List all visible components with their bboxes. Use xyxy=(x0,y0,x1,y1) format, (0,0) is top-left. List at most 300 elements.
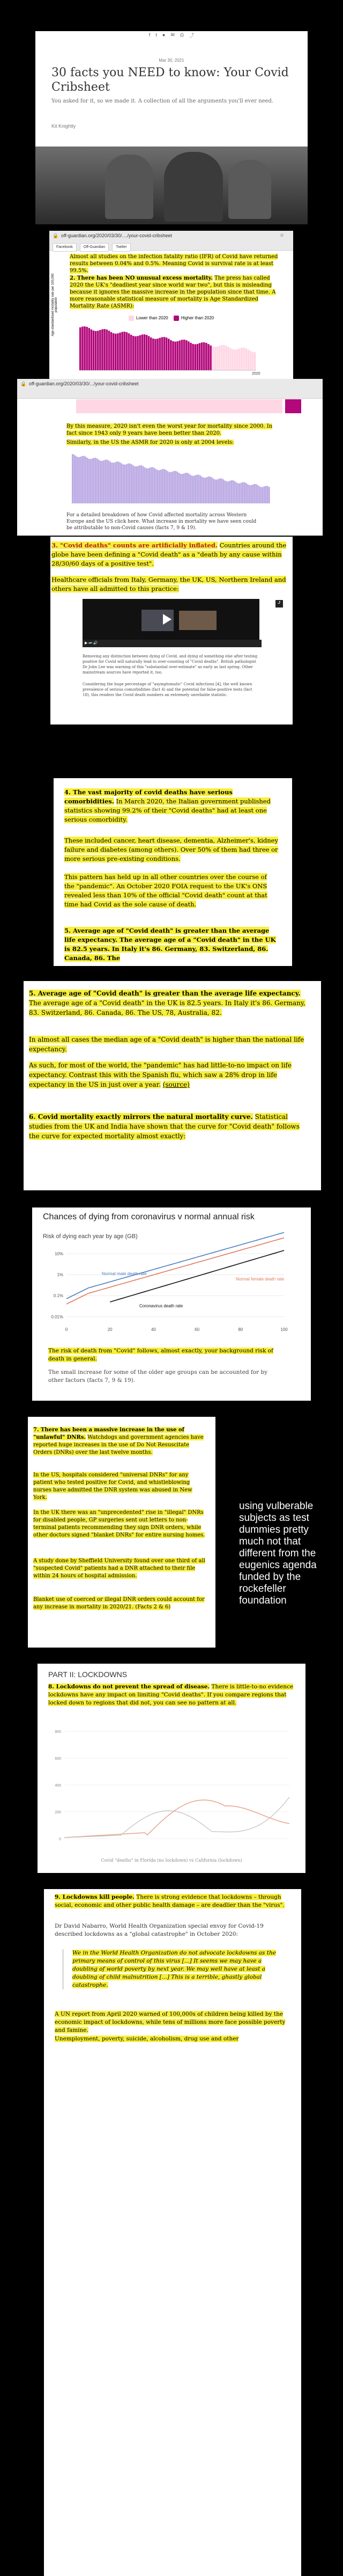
point8-block xyxy=(48,1683,295,1707)
chart1-2020-label: 2020 xyxy=(252,372,260,376)
asmr-bar xyxy=(230,348,232,370)
asmr-bar xyxy=(141,334,144,370)
point8-heading: 8. Lockdowns do not prevent the spread of disease. xyxy=(48,1684,210,1690)
y-tick-label: 800 xyxy=(55,1730,61,1734)
asmr-bar xyxy=(232,349,234,370)
point4-heading-wrap xyxy=(64,788,279,824)
part2-heading: PART II: LOCKDOWNS xyxy=(48,1670,128,1679)
us-asmr-bar xyxy=(259,486,260,503)
print-icon[interactable]: ⎙ xyxy=(180,32,184,38)
us-asmr-bar xyxy=(241,482,242,503)
us-asmr-bar xyxy=(151,467,152,503)
us-asmr-bar xyxy=(88,459,90,503)
asmr-bar xyxy=(135,336,137,370)
asmr-bar xyxy=(101,330,103,370)
asmr-bar xyxy=(177,341,179,370)
asmr-bar xyxy=(225,346,227,370)
point5-partial-wrap xyxy=(64,926,279,962)
url-bar[interactable]: off-guardian.org/2020/03/30/.../your-covid-cribsheet xyxy=(29,381,139,386)
us-asmr-bar xyxy=(147,469,149,503)
screenshot-2 xyxy=(17,379,323,536)
lock-icon: 🔒 xyxy=(20,381,27,386)
us-asmr-bar xyxy=(247,484,249,503)
x-tick-label: 0 xyxy=(65,1327,68,1332)
reddit-icon[interactable]: ● xyxy=(162,32,166,38)
asmr-bar xyxy=(139,335,141,370)
chart2-title: Chances of dying from coronavirus v normal annual risk xyxy=(43,1212,255,1221)
asmr-bar xyxy=(126,332,128,370)
point4-text3: This pattern has held up in all other countries over the course of the "pandemic". An October 2020 FOIA request to the UK's ONS revealed less than 10% of the official "Covid death" count at that time had Covid as the sole cause of death. xyxy=(64,873,267,908)
section6-text2-wrap xyxy=(48,1368,279,1385)
asmr-bar xyxy=(179,340,181,370)
author-byline: Kit Knightly xyxy=(51,123,76,129)
point9-heading: 9. Lockdowns kill people. xyxy=(55,1894,135,1900)
covid-death-rate-line xyxy=(110,1250,284,1302)
asmr-bar xyxy=(154,339,156,370)
us-asmr-bar xyxy=(103,460,105,503)
section2-text2-span: Similarly, in the US the ASMR for 2020 is only at 2004 levels: xyxy=(66,440,234,445)
asmr-bar xyxy=(159,338,161,370)
us-asmr-bar xyxy=(221,479,222,503)
header-image xyxy=(35,147,308,224)
us-asmr-bar xyxy=(75,456,77,503)
asmr-bar xyxy=(195,344,197,370)
asmr-bar xyxy=(201,342,203,370)
us-asmr-bar xyxy=(196,474,198,503)
lockdown-chart xyxy=(48,1721,295,1855)
screenshot-9 xyxy=(44,1889,301,2576)
asmr-bar xyxy=(188,341,190,370)
us-asmr-bar xyxy=(174,471,175,503)
asmr-bar xyxy=(113,333,115,370)
asmr-bar xyxy=(181,340,183,370)
us-asmr-bar xyxy=(214,479,216,503)
asmr-bar xyxy=(161,337,163,370)
asmr-bar xyxy=(199,343,201,370)
asmr-bar xyxy=(238,348,241,370)
risk-chart xyxy=(43,1243,295,1335)
point9-text4-wrap xyxy=(55,2035,290,2043)
us-asmr-bar xyxy=(90,459,92,503)
chart1-ylabel: Age-standardised mortality rate per 100,000 population xyxy=(51,273,58,336)
y-tick-label: 10% xyxy=(54,1252,63,1256)
point5-text2: In almost all cases the median age of a "Covid death" is higher than the national life expectancy. xyxy=(29,1036,304,1053)
us-asmr-bar xyxy=(191,475,193,503)
asmr-bar xyxy=(115,334,117,370)
us-asmr-bar xyxy=(227,481,229,503)
asmr-bar xyxy=(156,339,159,370)
us-asmr-bar xyxy=(140,465,142,503)
point9-block xyxy=(55,1893,290,1909)
screenshot-3 xyxy=(50,537,293,724)
us-asmr-bar xyxy=(83,456,85,503)
point3-block xyxy=(50,541,295,568)
chart1-legend xyxy=(129,316,214,321)
point1-intro-text: Almost all studies on the infection fatality ratio (IFR) of Covid have returned results between 0.04% and 0.5%. Meaning Covid is survival rate is at least 99.5%. xyxy=(70,254,278,274)
y-tick-label: 400 xyxy=(55,1784,61,1788)
legend-high-swatch xyxy=(174,316,179,321)
us-asmr-bar xyxy=(172,472,174,503)
asmr-bar xyxy=(170,340,172,370)
us-asmr-bar xyxy=(105,460,106,503)
asmr-bar xyxy=(223,345,225,370)
asmr-bar xyxy=(144,334,146,370)
us-asmr-bar xyxy=(236,482,237,503)
asmr-bar xyxy=(172,341,174,370)
point7-text2: In the US, hospitals considered "universal DNRs" for any patient who tested positive for Covid, and whistleblowing nurses have admitted the DNR system was abused in New York. xyxy=(33,1472,192,1501)
us-asmr-bar xyxy=(106,460,108,503)
us-asmr-bar xyxy=(239,484,241,503)
section2-text2 xyxy=(66,439,275,446)
bookmarks-bar-2 xyxy=(17,391,323,399)
point8-text1: There is little-to-no evidence lockdowns have any impact on limiting "Covid deaths". If you compare regions that locked down to regions that did not, you can see no pattern at all. xyxy=(48,1684,294,1706)
us-asmr-bar xyxy=(93,458,95,503)
point5-text1: The average age of a "Covid death" in the UK is 82.5 years. In Italy it's 86. Germany, 83. Switzerland, 86. Canada, 86. The US, 78, Australia, 82. xyxy=(29,999,305,1016)
us-asmr-bar xyxy=(203,478,205,503)
asmr-bar xyxy=(250,351,252,370)
us-asmr-bar xyxy=(81,456,83,503)
us-asmr-bar xyxy=(132,465,134,503)
article-header xyxy=(35,31,308,224)
screenshot-1 xyxy=(49,231,293,386)
screenshot-8 xyxy=(38,1664,305,1873)
us-asmr-bar xyxy=(210,477,211,503)
star-icon[interactable]: ☆ xyxy=(280,232,285,238)
us-asmr-bar xyxy=(182,474,183,503)
asmr-bar xyxy=(84,326,86,370)
asmr-bar xyxy=(234,349,236,370)
asmr-bar xyxy=(166,338,168,370)
y-tick-label: 200 xyxy=(55,1811,61,1814)
point9-text3: A UN report from April 2020 warned of 100,000s of children being killed by the economic impact of lockdowns, while tens of millions more face possible poverty and famine. xyxy=(55,2011,286,2033)
us-asmr-bar xyxy=(80,457,81,503)
point3-text2-wrap xyxy=(50,575,295,594)
point7-block xyxy=(33,1426,207,1457)
y-tick-label: 0.1% xyxy=(53,1293,63,1299)
asmr-bar xyxy=(93,331,95,370)
us-asmr-bar xyxy=(198,475,199,503)
us-asmr-bar xyxy=(136,466,137,503)
us-asmr-bar xyxy=(237,483,239,503)
us-asmr-bar xyxy=(167,471,168,503)
asmr-bar xyxy=(95,331,97,370)
point7-text5: Blanket use of coerced or illegal DNR orders could account for any increase in mortality in 2020/21. (Facts 2 & 6) xyxy=(33,1597,205,1610)
us-asmr-bar xyxy=(159,470,160,503)
us-asmr-bar xyxy=(111,463,113,503)
video-controls[interactable]: ▶ ⏭ 🔊 xyxy=(83,640,262,647)
us-asmr-bar xyxy=(177,472,178,503)
us-asmr-bar xyxy=(73,455,75,503)
point7-text4-wrap xyxy=(33,1557,207,1580)
us-asmr-bar xyxy=(115,462,116,503)
point4-text2: These included cancer, heart disease, dementia, Alzheimer's, kidney failure and diabetes (among others). Over 50% of them had three or more serious pre-existing conditions. xyxy=(64,837,278,862)
us-asmr-bar xyxy=(92,458,93,503)
us-asmr-bar xyxy=(116,462,118,503)
section6-text2: The small increase for some of the older age groups can be accounted for by other factors (facts 7, 9 & 19). xyxy=(48,1369,268,1384)
y-tick-label: 600 xyxy=(55,1757,61,1761)
us-asmr-bar xyxy=(185,473,187,503)
asmr-bar xyxy=(130,335,132,370)
us-asmr-bar xyxy=(249,485,250,503)
asmr-bar xyxy=(236,349,238,370)
asmr-bar xyxy=(248,349,250,370)
us-asmr-bar xyxy=(218,479,219,503)
us-asmr-bar xyxy=(139,465,140,503)
us-asmr-bar xyxy=(131,464,132,503)
us-asmr-bar xyxy=(95,458,96,503)
asmr-bar xyxy=(207,344,210,370)
us-asmr-bar xyxy=(146,468,147,503)
us-asmr-bar xyxy=(123,464,124,503)
us-asmr-bar xyxy=(257,485,259,503)
us-asmr-bar xyxy=(87,458,88,503)
point7-text3: In the UK there was an "unprecedented" rise in "illegal" DNRs for disabled people, GP surgeries sent out letters to non-terminal patients recommending they sign DNR orders, while other doctors signed "blanket DNRs" for entire nursing homes. xyxy=(33,1510,205,1538)
us-asmr-bar xyxy=(219,478,221,503)
us-asmr-bar xyxy=(262,487,264,503)
email-icon[interactable]: ✉ xyxy=(170,32,175,38)
asmr-bar xyxy=(174,342,176,370)
us-asmr-bar xyxy=(126,464,128,503)
asmr-bar xyxy=(210,346,212,370)
us-asmr-bar xyxy=(134,466,136,503)
bookmarks-bar-1 xyxy=(49,243,293,251)
screenshot-6 xyxy=(32,1208,311,1401)
us-asmr-bar xyxy=(255,484,257,503)
us-asmr-bar xyxy=(183,473,185,503)
us-asmr-bar xyxy=(231,480,233,503)
us-asmr-bar xyxy=(124,465,126,503)
us-asmr-bar xyxy=(265,486,267,503)
us-asmr-bar xyxy=(101,461,103,503)
california-line xyxy=(64,1797,289,1838)
asmr-bar xyxy=(190,343,192,370)
asmr-bar xyxy=(152,339,154,370)
label-female: Normal female death rate xyxy=(236,1277,285,1282)
point6-heading: 6. Covid mortality exactly mirrors the natural mortality curve. xyxy=(29,1113,253,1121)
point7-text3-wrap xyxy=(33,1509,207,1539)
point4-text2-wrap xyxy=(64,836,279,863)
us-asmr-bar xyxy=(170,472,172,503)
us-asmr-bar xyxy=(108,460,109,503)
us-asmr-bar xyxy=(213,479,214,503)
us-asmr-bar xyxy=(72,454,73,503)
asmr-bar xyxy=(119,333,121,370)
us-asmr-bar xyxy=(152,467,154,503)
section2-text1-span: By this measure, 2020 isn't even the worst year for mortality since 2000. In fact since 1943 only 9 years have been better than 2020. xyxy=(66,423,273,436)
us-asmr-bar xyxy=(269,487,270,503)
us-asmr-bar xyxy=(222,479,224,503)
x-tick-label: 60 xyxy=(195,1327,200,1332)
us-asmr-bar xyxy=(137,466,139,503)
us-asmr-bar xyxy=(229,481,231,503)
us-asmr-bar xyxy=(187,473,188,503)
us-asmr-bar xyxy=(160,470,162,503)
asmr-bar xyxy=(241,348,243,370)
us-asmr-bar xyxy=(113,463,114,503)
us-asmr-bar xyxy=(193,476,195,503)
point9-text3-wrap xyxy=(55,2010,290,2035)
bookmark-tab[interactable]: Twitter xyxy=(112,243,131,252)
video-player[interactable] xyxy=(83,599,259,647)
point5-text2-wrap xyxy=(29,1035,308,1054)
twitter-icon[interactable]: t xyxy=(155,32,157,38)
us-asmr-bar xyxy=(250,485,252,503)
asmr-bar xyxy=(148,336,150,370)
asmr-bar xyxy=(117,333,119,370)
asmr-bar xyxy=(91,330,93,370)
asmr-bar xyxy=(219,346,221,370)
point2-heading: 2. There has been NO unusual excess mortality. xyxy=(70,275,213,281)
asmr-bar xyxy=(197,344,199,370)
url-bar[interactable]: off-guardian.org/2020/03/30/..../your-covid-cribsheet xyxy=(61,233,172,238)
point7-text4: A study done by Sheffield University found over one third of all "suspected Covid" patients had a DNR attached to their file within 24 hours of hospital admission. xyxy=(33,1558,205,1579)
us-asmr-bar xyxy=(224,480,226,503)
us-asmr-bar xyxy=(188,474,190,503)
asmr-bar xyxy=(97,331,99,370)
us-asmr-bar xyxy=(208,477,210,503)
point3-text3: Considering the huge percentage of "asymptomatic" Covid infections [4], the well known prevalence of serious comorbidities (fact 4) and the potential for false-positive tests (fact 18), this renders the Covid death numbers an extremely unreliable statistic. xyxy=(83,682,252,697)
us-asmr-bar xyxy=(120,462,121,503)
asmr-bar xyxy=(81,327,84,370)
us-asmr-bar xyxy=(205,478,206,503)
us-asmr-bar xyxy=(245,483,247,503)
us-asmr-bar xyxy=(202,477,203,503)
quote-block xyxy=(62,1949,287,1989)
point7-text1: Watchdogs and government agencies have reported huge increases in the use of Do Not Resuscitate Orders (DNRs) over the last twelve months. xyxy=(33,1435,204,1455)
source-link[interactable]: (source) xyxy=(162,1081,190,1088)
asmr-bar xyxy=(217,347,219,370)
browser-bar-1 xyxy=(49,231,293,243)
point6-block xyxy=(29,1112,308,1141)
asmr-bar xyxy=(121,332,123,370)
asmr-bar xyxy=(108,331,110,370)
us-asmr-bar xyxy=(144,467,146,503)
asmr-bar xyxy=(106,330,108,370)
video-caption: Removing any distinction between dying of Covid, and dying of something else after testing positive for Covid will naturally lead to over-counting of "Covid deaths". British pathologist Dr John Lee was warning of this "substantial over-estimate" as early as last spring. Other mainstream sources have reported it, too. xyxy=(83,654,258,675)
point3-text2: Healthcare officials from Italy, Germany, the UK, US, Northern Ireland and others have all admitted to this practice: xyxy=(51,576,286,592)
point6-text: Statistical studies from the UK and India have shown that the curve for "Covid death" follows the curve for expected mortality almost exactly: xyxy=(29,1113,300,1140)
asmr-bar xyxy=(99,330,101,370)
share-icon[interactable]: ⤴ xyxy=(275,600,283,608)
us-asmr-bar xyxy=(253,484,255,503)
us-asmr-bar xyxy=(267,486,269,503)
point5-text3: As such, for most of the world, the "pandemic" has had little-to-no impact on life expectancy. Contrast this with the Spanish flu, which saw a 28% drop in life expectancy in the US in just over a year. xyxy=(29,1062,292,1088)
asmr-bar xyxy=(163,337,166,370)
asmr-bar xyxy=(252,352,254,370)
point5-text3-wrap xyxy=(29,1060,308,1089)
point9-text4: Unemployment, poverty, suicide, alcoholism, drug use and other xyxy=(55,2036,239,2042)
asmr-bar xyxy=(243,348,245,370)
us-asmr-bar xyxy=(154,468,155,503)
x-tick-label: 100 xyxy=(280,1327,288,1332)
male-death-rate-line xyxy=(66,1233,284,1299)
point1-intro xyxy=(70,253,279,274)
us-asmr-bar xyxy=(168,472,170,503)
point4-heading: 4. The vast majority of covid deaths have serious comorbidities. xyxy=(64,788,233,805)
asmr-uk-bars-tail xyxy=(71,399,307,415)
point9-text2: Dr David Nabarro, World Health Organization special envoy for Covid-19 described lockdowns as a "global catastrophe" in October 2020: xyxy=(55,1923,264,1937)
y-tick-label: 0 xyxy=(59,1838,61,1841)
us-asmr-bar xyxy=(162,469,163,503)
us-asmr-bar xyxy=(77,457,78,503)
asmr-bar xyxy=(110,332,113,370)
us-asmr-bar xyxy=(190,475,191,503)
asmr-bar xyxy=(254,352,256,370)
asmr-bar xyxy=(183,340,185,370)
asmr-bar xyxy=(103,329,106,370)
us-asmr-bar xyxy=(180,474,182,503)
page-subtitle: You asked for it, so we made it. A collection of all the arguments you'll ever need. xyxy=(51,98,274,104)
section2-text1 xyxy=(66,423,275,437)
us-asmr-bar xyxy=(121,464,123,503)
us-asmr-bar xyxy=(157,470,159,503)
asmr-bar xyxy=(88,328,91,370)
section6-text1-wrap xyxy=(48,1347,279,1363)
us-asmr-bar xyxy=(96,458,98,503)
facebook-icon[interactable]: f xyxy=(148,32,151,38)
us-asmr-bar xyxy=(264,486,265,503)
asmr-bar xyxy=(124,332,126,370)
point3-text1: Countries around the globe have been defining a "Covid death" as a "death by any cause within 28/30/60 days of a positive test". xyxy=(51,541,287,567)
point4-text1: In March 2020, the Italian government published statistics showing 99.2% of their "Covid deaths" had at least one serious comorbidity. xyxy=(64,797,271,823)
us-asmr-bar xyxy=(195,475,196,503)
asmr-bar xyxy=(150,338,152,370)
us-asmr-bar xyxy=(85,457,86,503)
point2-text: The press has called 2020 the UK's "deadliest year since world war two", but this is misleading because it ignores the massive increase in the population since that time. A more reasonable statistical measure of mortality is Age Standardized Mortality Rate (ASMR): xyxy=(70,275,276,309)
quote-text: We in the World Health Organization do not advocate lockdowns as the primary means of control of this virus [...] It seems we may have a doubling of world poverty by next year. We may well have at least a doubling of child malnutrition [...] This is a terrible, ghastly global catastrophe. xyxy=(72,1950,276,1988)
us-asmr-bar xyxy=(252,485,253,503)
point7-text2-wrap xyxy=(33,1472,207,1502)
y-tick-label: 1% xyxy=(57,1272,63,1278)
asmr-bar xyxy=(79,327,81,370)
us-asmr-bar xyxy=(109,462,111,503)
asmr-bar xyxy=(203,342,205,370)
play-icon[interactable] xyxy=(163,614,172,625)
asmr-bar xyxy=(168,339,170,370)
us-asmr-bar xyxy=(155,469,157,503)
screenshot-7 xyxy=(28,1417,215,1648)
share-icon[interactable]: ⤴ xyxy=(189,32,195,38)
asmr-us-chart xyxy=(66,450,275,509)
side-note-text: using vulberable subjects as test dummies pretty much not that different from the eugenics agenda funded by the rockefeller foundation xyxy=(239,1501,317,1606)
us-asmr-bar xyxy=(165,470,167,503)
asmr-bar xyxy=(132,336,135,370)
us-asmr-bar xyxy=(142,466,144,503)
bookmark-tab[interactable]: Facebook xyxy=(53,243,77,252)
asmr-bar xyxy=(86,327,88,370)
asmr-bar xyxy=(137,336,139,370)
asmr-bar xyxy=(146,335,148,370)
us-asmr-bar xyxy=(178,473,180,503)
us-asmr-bar xyxy=(206,477,208,503)
asmr-bar xyxy=(192,344,194,370)
browser-bar-2 xyxy=(17,379,323,391)
bookmark-tab[interactable]: Off-Guardian xyxy=(80,243,109,252)
article-date: Mar 30, 2021 xyxy=(159,58,184,63)
y-tick-label: 0.01% xyxy=(51,1314,63,1320)
point7-text5-wrap xyxy=(33,1596,207,1611)
us-asmr-bar xyxy=(260,487,262,503)
us-asmr-bar xyxy=(200,475,202,503)
us-asmr-bar xyxy=(118,462,120,503)
point9-text1: There is strong evidence that lockdowns – through social, economic and other public health damage – are deadlier than the "virus". xyxy=(55,1894,285,1908)
point5-heading: 5. Average age of "Covid death" is greater than the average life expectancy. xyxy=(29,990,301,997)
legend-high: Higher than 2020 xyxy=(181,316,214,321)
us-asmr-bar xyxy=(128,464,129,503)
us-asmr-bar xyxy=(226,481,227,503)
point7-heading: 7. There has been a massive increase in the use of "unlawful" DNRs. xyxy=(33,1427,184,1440)
asmr-bar xyxy=(205,343,207,370)
